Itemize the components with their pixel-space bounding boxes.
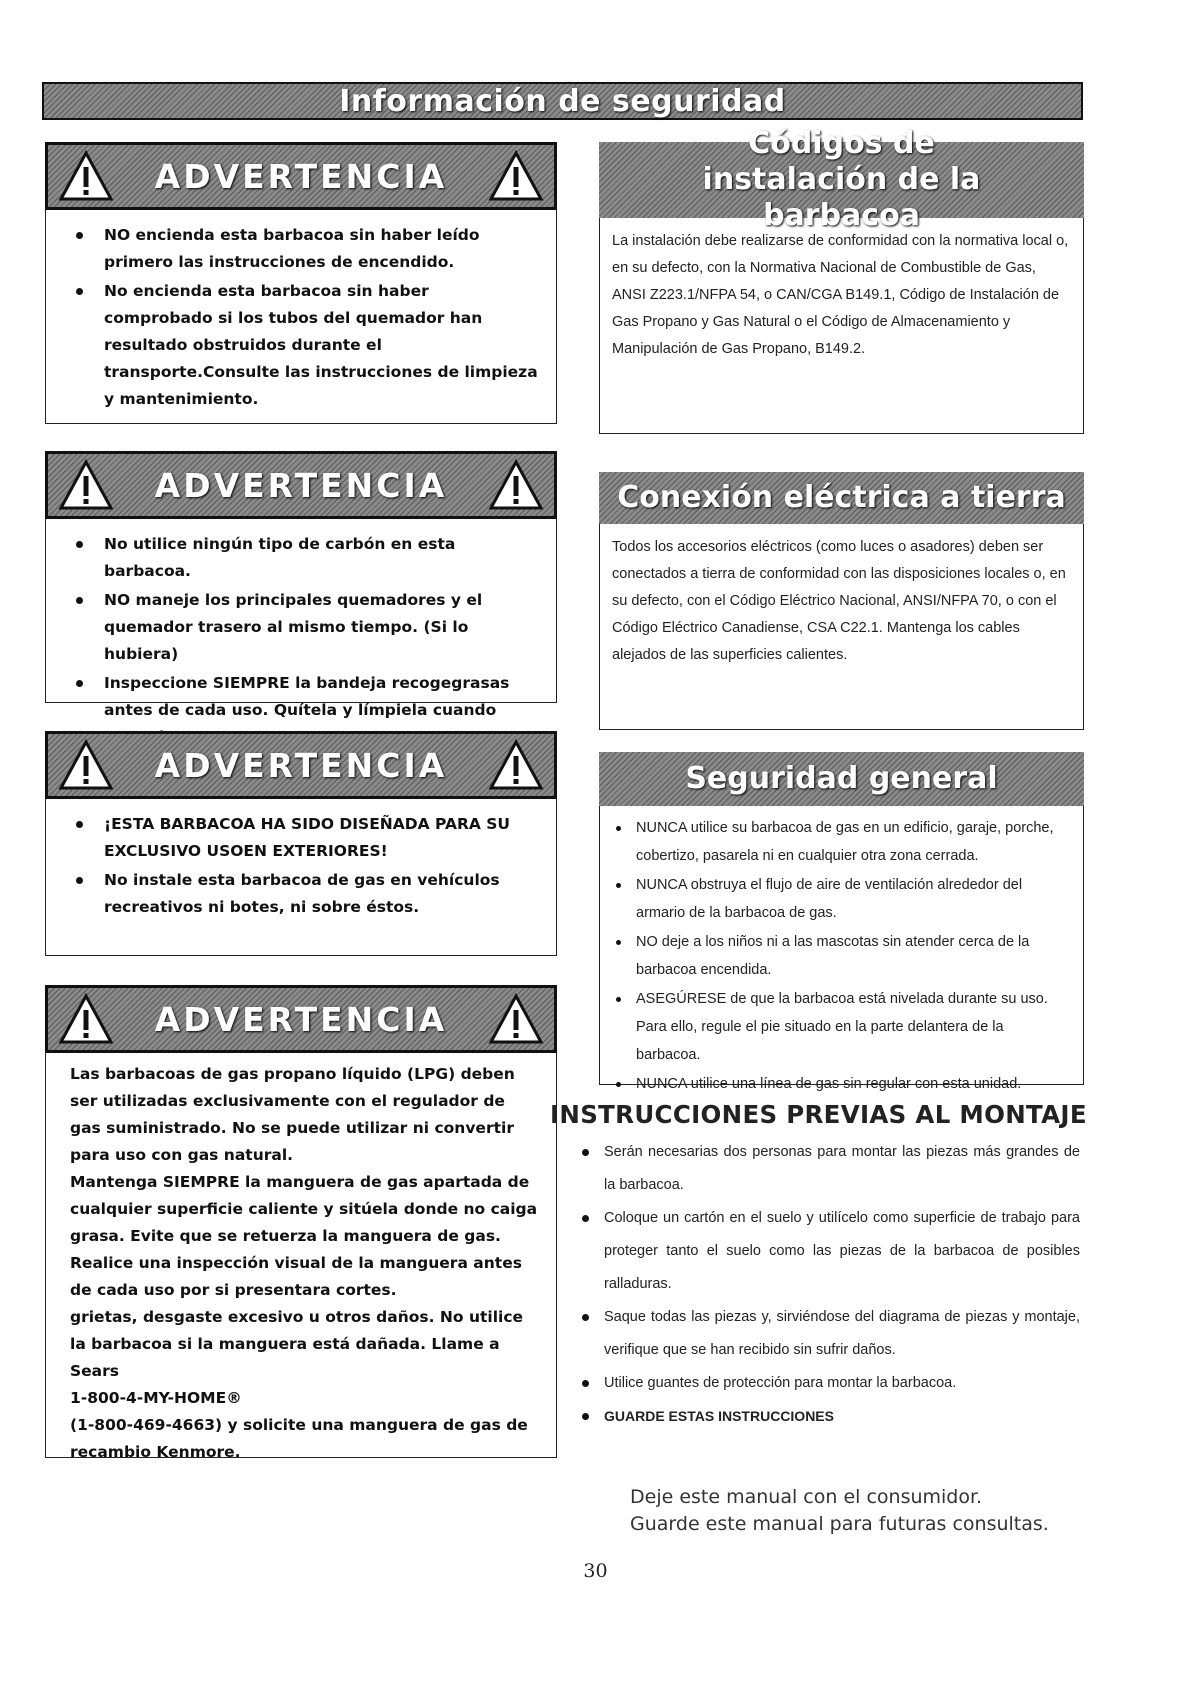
warning-title: ADVERTENCIA xyxy=(154,156,448,196)
warning-item: NO maneje los principales quemadores y el quemador trasero al mismo tiempo. (Si lo hubiera) xyxy=(76,587,540,668)
pre-assembly-item: Saque todas las piezas y, sirviéndose del diagrama de piezas y montaje, verifique que se han recibido sin sufrir daños. xyxy=(560,1301,1080,1367)
pre-assembly-item: Serán necesarias dos personas para montar las piezas más grandes de la barbacoa. xyxy=(560,1136,1080,1202)
codes-header xyxy=(599,126,1084,233)
codes-title: Códigos de instalación de la barbacoa xyxy=(702,126,981,233)
pre-assembly-item: Coloque un cartón en el suelo y utilícelo como superficie de trabajo para proteger tanto el suelo como las piezas de la barbacoa de posibles ralladuras. xyxy=(560,1202,1080,1301)
warning-triangle-icon xyxy=(488,993,544,1045)
general-title: Seguridad general xyxy=(685,761,998,796)
closing-notes xyxy=(630,1484,1090,1538)
codes-text: La instalación debe realizarse de conformidad con la normativa local o, en su defecto, con la Normativa Nacional de Combustible de Gas, ANSI Z223.1/NFPA 54, o CAN/CGA B149.1, Código de Instalación de Gas Propano y Gas Natural o el Código de Almacenamiento y Manipulación de Gas Propano, B149.2. xyxy=(612,233,1069,357)
warning-triangle-icon xyxy=(58,739,114,791)
warning-title: ADVERTENCIA xyxy=(154,465,448,505)
general-safety-box xyxy=(599,752,1084,1092)
general-item: NUNCA obstruya el flujo de aire de ventilación alrededor del armario de la barbacoa de gas. xyxy=(612,871,1071,927)
electrical-box xyxy=(599,472,1084,730)
pre-assembly-item: Utilice guantes de protección para montar la barbacoa. xyxy=(560,1367,1080,1400)
electrical-title: Conexión eléctrica a tierra xyxy=(617,480,1066,515)
warning-title: ADVERTENCIA xyxy=(154,999,448,1039)
general-item: ASEGÚRESE de que la barbacoa está nivelada durante su uso. Para ello, regule el pie situado en la parte delantera de la barbacoa. xyxy=(612,985,1071,1069)
warning-header xyxy=(45,142,557,210)
warning-paragraph: Las barbacoas de gas propano líquido (LPG) deben ser utilizadas exclusivamente con el regulador de gas suministrado. No se puede utilizar ni convertir para uso con gas natural. xyxy=(70,1065,515,1164)
warning-triangle-icon xyxy=(58,150,114,202)
warning-box-2 xyxy=(45,451,557,719)
warning-item: No encienda esta barbacoa sin haber comprobado si los tubos del quemador han resultado obstruidos durante el transporte.Consulte las instrucciones de limpieza y mantenimiento. xyxy=(76,278,540,413)
warning-header xyxy=(45,985,557,1053)
warning-item: No instale esta barbacoa de gas en vehículos recreativos ni botes, ni sobre éstos. xyxy=(76,867,540,921)
sears-phone: 1-800-4-MY-HOME® xyxy=(70,1389,242,1407)
warning-header xyxy=(45,731,557,799)
warning-title: ADVERTENCIA xyxy=(154,745,448,785)
electrical-header xyxy=(599,472,1084,524)
warning-item: No utilice ningún tipo de carbón en esta barbacoa. xyxy=(76,531,540,585)
closing-line-2: Guarde este manual para futuras consultas. xyxy=(630,1513,1049,1535)
general-item: NUNCA utilice una línea de gas sin regular con esta unidad. xyxy=(612,1070,1071,1098)
warning-paragraph: grietas, desgaste excesivo u otros daños. No utilice la barbacoa si la manguera está dañada. Llame a Sears xyxy=(70,1308,524,1380)
warning-box-4 xyxy=(45,985,557,1461)
general-item: NUNCA utilice su barbacoa de gas en un edificio, garaje, porche, cobertizo, pasarela ni en cualquier otra zona cerrada. xyxy=(612,814,1071,870)
warning-paragraph: Mantenga SIEMPRE la manguera de gas apartada de cualquier superficie caliente y sitúela donde no caiga grasa. Evite que se retuerza la manguera de gas. Realice una inspección visual de la manguera antes de cada uso por si presentara cortes. xyxy=(70,1173,538,1299)
warning-triangle-icon xyxy=(58,993,114,1045)
general-header xyxy=(599,752,1084,806)
warning-triangle-icon xyxy=(488,150,544,202)
warning-item: ¡ESTA BARBACOA HA SIDO DISEÑADA PARA SU EXCLUSIVO USOEN EXTERIORES! xyxy=(76,811,540,865)
warning-triangle-icon xyxy=(58,459,114,511)
pre-assembly-list xyxy=(560,1136,1080,1433)
warning-item: Inspeccione SIEMPRE la bandeja recogegrasas antes de cada uso. Quítela y límpiela cuando xyxy=(76,670,540,751)
closing-line-1: Deje este manual con el consumidor. xyxy=(630,1486,983,1508)
general-item: NO deje a los niños ni a las mascotas sin atender cerca de la barbacoa encendida. xyxy=(612,928,1071,984)
warning-header xyxy=(45,451,557,519)
page-number: 30 xyxy=(583,1560,608,1582)
page-title-banner xyxy=(42,82,1083,120)
codes-box xyxy=(599,126,1084,434)
warning-triangle-icon xyxy=(488,739,544,791)
warning-triangle-icon xyxy=(488,459,544,511)
warning-item: NO encienda esta barbacoa sin haber leído primero las instrucciones de encendido. xyxy=(76,222,540,276)
pre-assembly-title: INSTRUCCIONES PREVIAS AL MONTAJE xyxy=(550,1100,1087,1129)
warning-paragraph: (1-800-469-4663) y solicite una manguera de gas de recambio Kenmore. xyxy=(70,1416,528,1461)
warning-box-1 xyxy=(45,142,557,424)
warning-box-3 xyxy=(45,731,557,956)
electrical-text: Todos los accesorios eléctricos (como luces o asadores) deben ser conectados a tierra de conformidad con las disposiciones locales o, en su defecto, con el Código Eléctrico Nacional, ANSI/NFPA 70, o con el Código Eléctrico Canadiense, CSA C22.1. Mantenga los cables alejados de las superficies calientes. xyxy=(612,539,1066,663)
page-title: Información de seguridad xyxy=(339,83,786,119)
pre-assembly-item: GUARDE ESTAS INSTRUCCIONES xyxy=(560,1400,1080,1433)
